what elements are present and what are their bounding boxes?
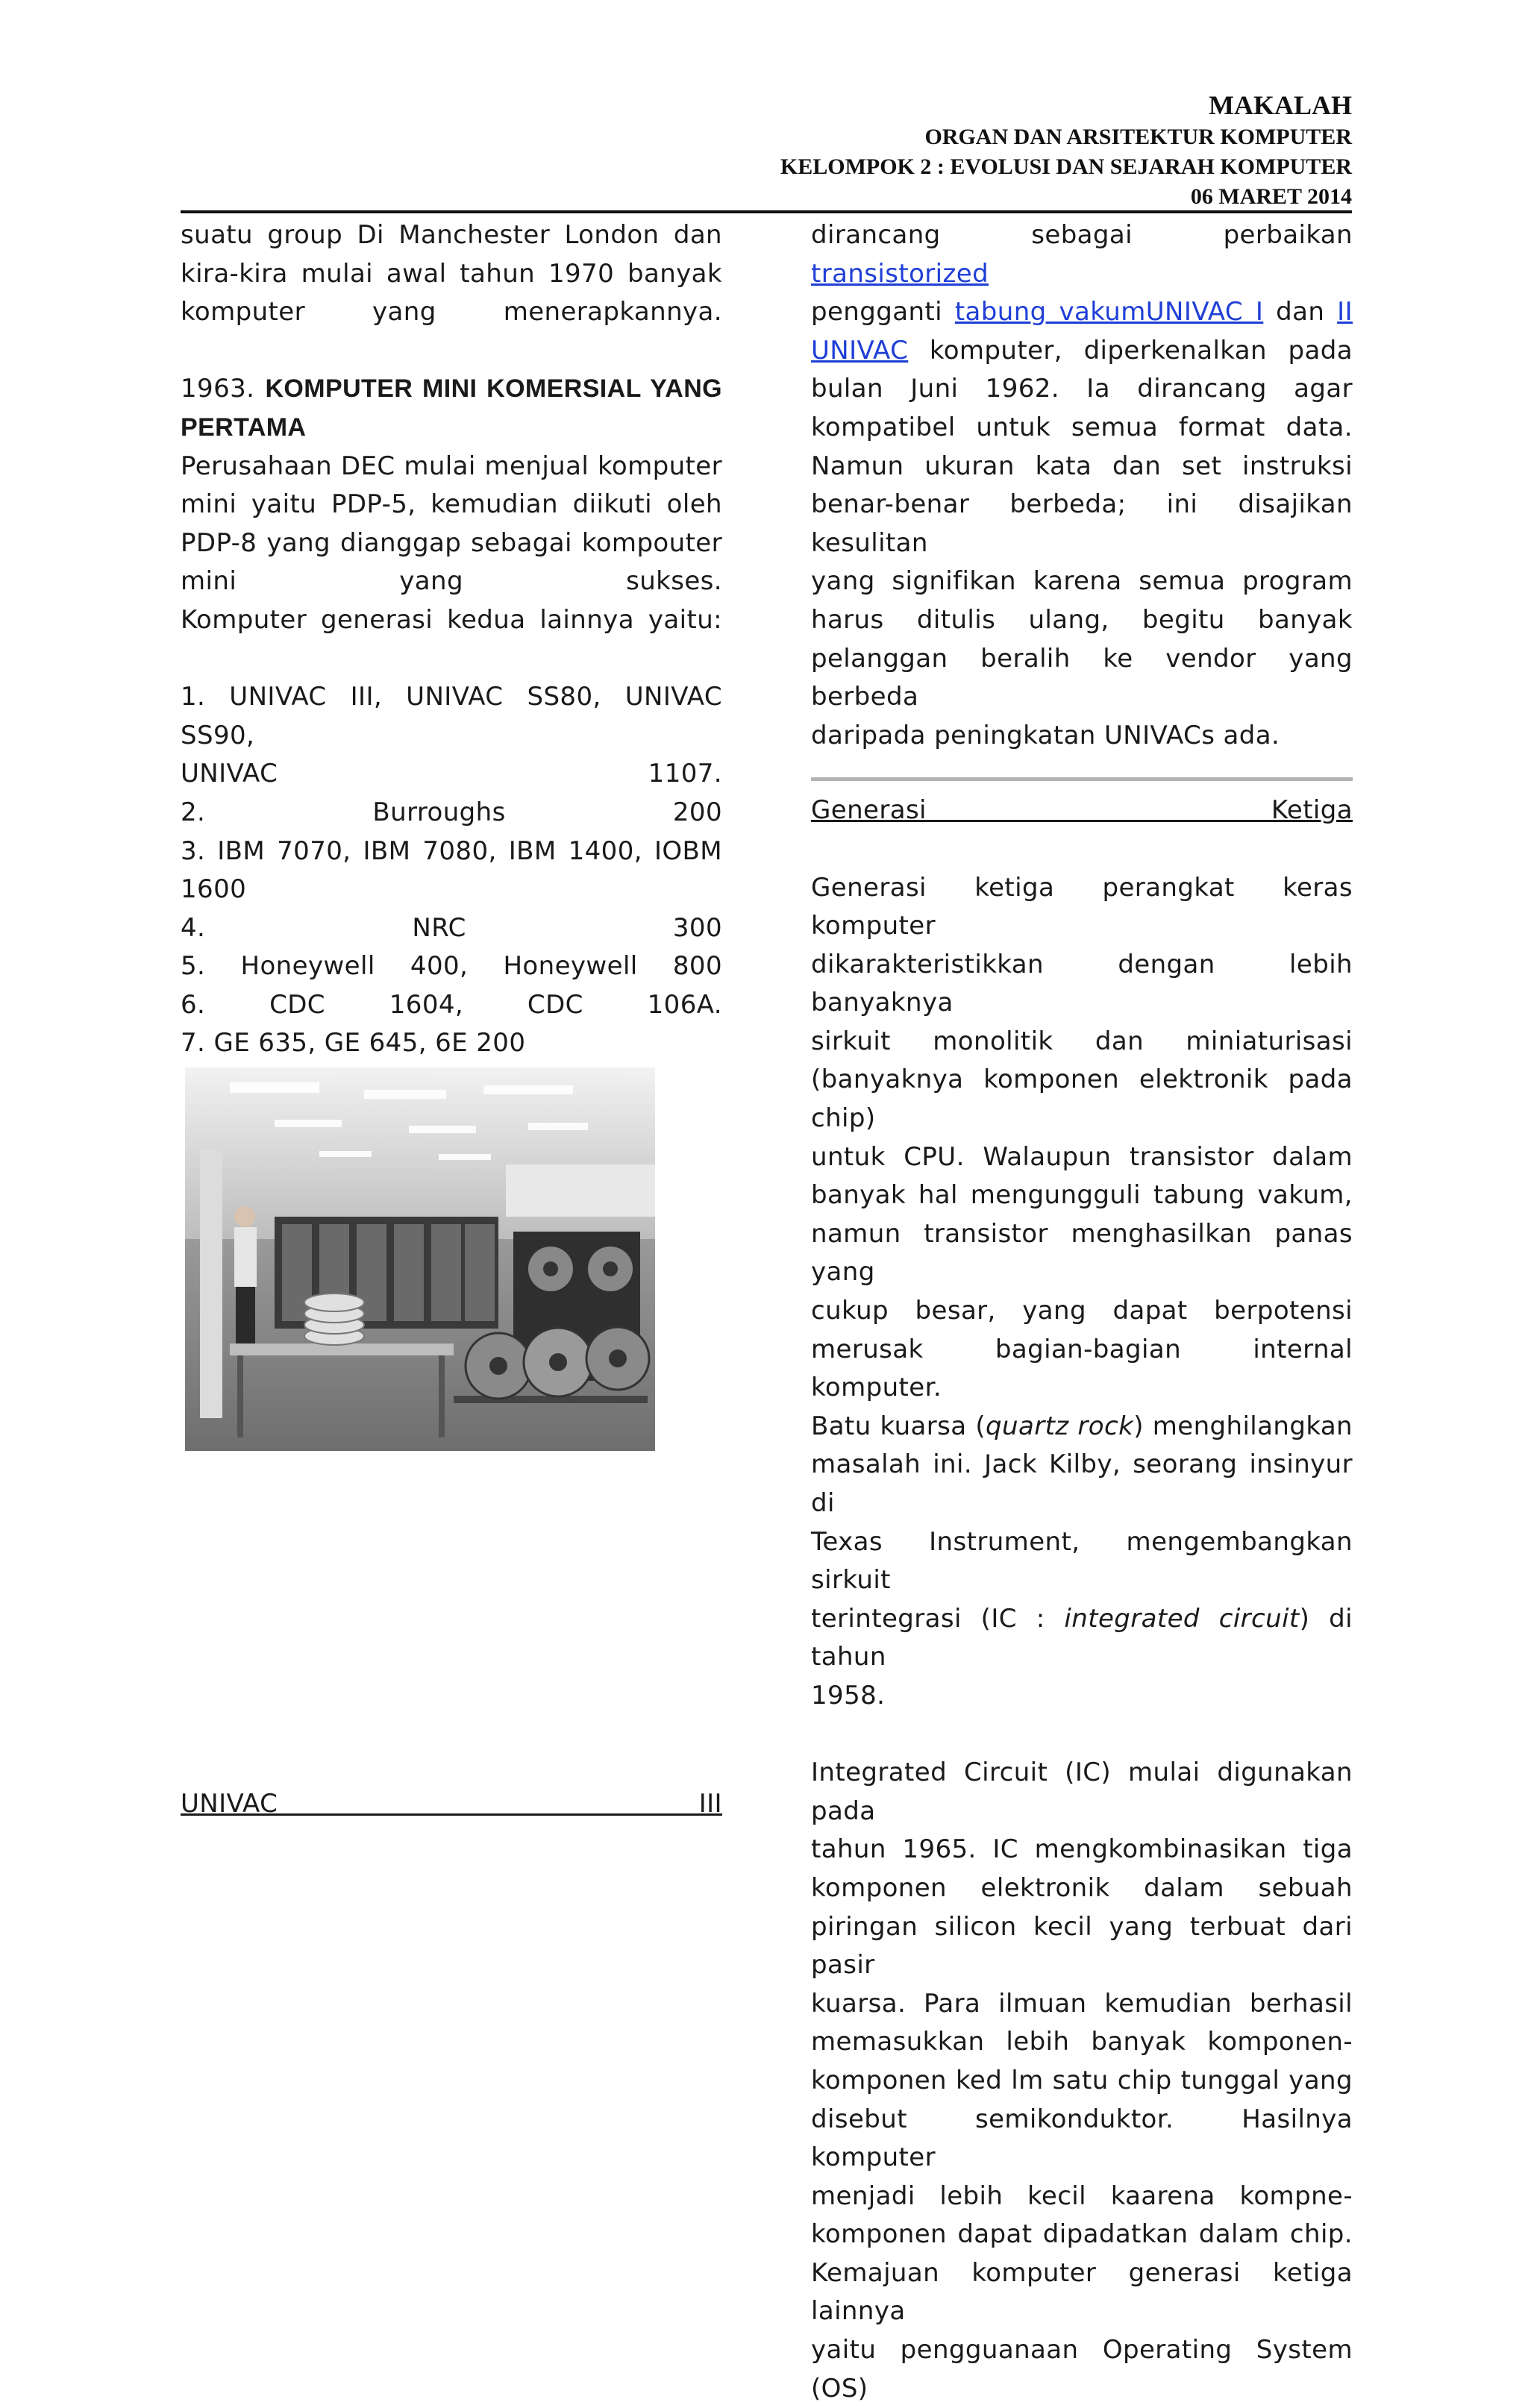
text-span: ) di tahun [811, 1603, 1353, 1672]
body-line [811, 1600, 1353, 1677]
section-title-cont: PERTAMA [181, 413, 307, 442]
body-line: Generasi ketiga perangkat keras komputer [811, 872, 1353, 941]
intro-line: kira-kira mulai awal tahun 1970 banyak [181, 258, 722, 289]
body-line: komponen ked lm satu chip tunggal yang [811, 2065, 1353, 2095]
list-line: 5. Honeywell 400, Honeywell 800 [181, 951, 722, 982]
body-line: yang signifikan karena semua program [811, 566, 1353, 597]
body-line: Perusahaan DEC mulai menjual komputer [181, 451, 722, 481]
body-line: harus ditulis ulang, begitu banyak [811, 604, 1353, 635]
list-line: 1600 [181, 874, 247, 905]
link-transistorized[interactable]: transistorized [811, 258, 989, 289]
body-line: kuarsa. Para ilmuan kemudian berhasil [811, 1988, 1353, 2019]
body-line: pelanggan beralih ke vendor yang berbeda [811, 643, 1353, 712]
body-line: Namun ukuran kata dan set instruksi [811, 451, 1353, 481]
right-column [811, 216, 1353, 2408]
list-line: 4. NRC 300 [181, 912, 722, 943]
body-line: sirkuit monolitik dan miniaturisasi [811, 1026, 1353, 1056]
body-line: 1958. [811, 1680, 886, 1711]
section-year: 1963. [181, 374, 266, 404]
text-span: komputer, diperkenalkan pada [908, 335, 1353, 366]
body-line: namun transistor menghasilkan panas yang [811, 1218, 1353, 1288]
section-heading [181, 370, 722, 409]
intro-line: komputer yang menerapkannya. [181, 297, 722, 327]
body-line: cukup besar, yang dapat berpotensi [811, 1296, 1353, 1326]
text-span: pengganti [811, 297, 955, 327]
body-line: masalah ini. Jack Kilby, seorang insinyur di [811, 1449, 1353, 1518]
left-column [181, 216, 722, 1824]
list-line: 2. Burroughs 200 [181, 797, 722, 827]
text-span: Batu kuarsa ( [811, 1411, 986, 1441]
list-line: 1. UNIVAC III, UNIVAC SS80, UNIVAC SS90, [181, 682, 722, 750]
body-line: bulan Juni 1962. Ia dirancang agar [811, 374, 1353, 404]
link-tabung-vakum[interactable]: tabung vakumUNIVAC I [954, 297, 1264, 327]
link-ii[interactable]: II [1337, 297, 1353, 327]
header-date: 06 MARET 2014 [1190, 184, 1352, 209]
photo-caption: UNIVAC III [181, 1789, 722, 1819]
header-title: MAKALAH [1209, 90, 1352, 120]
body-line: tahun 1965. IC mengkombinasikan tiga [811, 1834, 1353, 1865]
section-divider [811, 777, 1353, 781]
italic-term: integrated circuit [1064, 1603, 1300, 1634]
italic-term: quartz rock [986, 1411, 1134, 1441]
body-line: kompatibel untuk semua format data. [811, 412, 1353, 442]
intro-line: suatu group Di Manchester London dan [181, 220, 722, 250]
list-line: UNIVAC 1107. [181, 759, 722, 789]
body-line: komponen dapat dipadatkan dalam chip. [811, 2219, 1353, 2250]
body-line: komponen elektronik dalam sebuah [811, 1872, 1353, 1903]
body-line [811, 216, 1353, 293]
list-line: 6. CDC 1604, CDC 106A. [181, 989, 722, 1020]
page-header [181, 88, 1352, 212]
body-line: Texas Instrument, mengembangkan sirkuit [811, 1526, 1353, 1596]
body-line: piringan silicon kecil yang terbuat dari pasir [811, 1911, 1353, 1981]
body-line [811, 1408, 1353, 1446]
text-span: terintegrasi (IC : [811, 1603, 1065, 1634]
text-span: dan [1263, 297, 1338, 327]
body-line [811, 332, 1353, 371]
body-line: menjadi lebih kecil kaarena kompne- [811, 2180, 1353, 2211]
body-line: Kemajuan komputer generasi ketiga lainnya [811, 2257, 1353, 2327]
body-line: daripada peningkatan UNIVACs ada. [811, 720, 1280, 750]
body-line: merusak bagian-bagian internal komputer. [811, 1334, 1353, 1403]
list-line: 3. IBM 7070, IBM 7080, IBM 1400, IOBM [181, 835, 722, 866]
body-line: Komputer generasi kedua lainnya yaitu: [181, 604, 722, 635]
text-span: dirancang sebagai perbaikan [811, 220, 1353, 250]
univac-photo [185, 1067, 655, 1451]
header-course: ORGAN DAN ARSITEKTUR KOMPUTER [924, 125, 1352, 149]
body-line: PDP-8 yang dianggap sebagai kompouter [181, 527, 722, 558]
header-group: KELOMPOK 2 : EVOLUSI DAN SEJARAH KOMPUTER [780, 154, 1352, 179]
body-line: dikarakteristikkan dengan lebih banyaknya [811, 949, 1353, 1018]
body-line: Integrated Circuit (IC) mulai digunakan pada [811, 1758, 1353, 1826]
body-line: mini yang sukses. [181, 566, 722, 597]
body-line: (banyaknya komponen elektronik pada chip) [811, 1065, 1353, 1134]
body-line: mini yaitu PDP-5, kemudian diikuti oleh [181, 489, 722, 520]
section-title: KOMPUTER MINI KOMERSIAL YANG [265, 374, 722, 404]
body-line: disebut semikonduktor. Hasilnya komputer [811, 2104, 1353, 2173]
body-line: benar-benar berbeda; ini disajikan kesulitan [811, 489, 1353, 558]
body-line: banyak hal mengungguli tabung vakum, [811, 1180, 1353, 1211]
body-line: memasukkan lebih banyak komponen- [811, 2027, 1353, 2057]
body-line: untuk CPU. Walaupun transistor dalam [811, 1141, 1353, 1172]
link-univac[interactable]: UNIVAC [811, 335, 909, 366]
header-rule [181, 210, 1352, 213]
body-line: yaitu pengguanaan Operating System (OS) [811, 2335, 1353, 2404]
list-line: 7. GE 635, GE 645, 6E 200 [181, 1028, 526, 1059]
section-heading-ketiga: Generasi Ketiga [811, 795, 1353, 826]
text-span: ) menghilangkan [1133, 1411, 1353, 1441]
body-line [811, 293, 1353, 332]
